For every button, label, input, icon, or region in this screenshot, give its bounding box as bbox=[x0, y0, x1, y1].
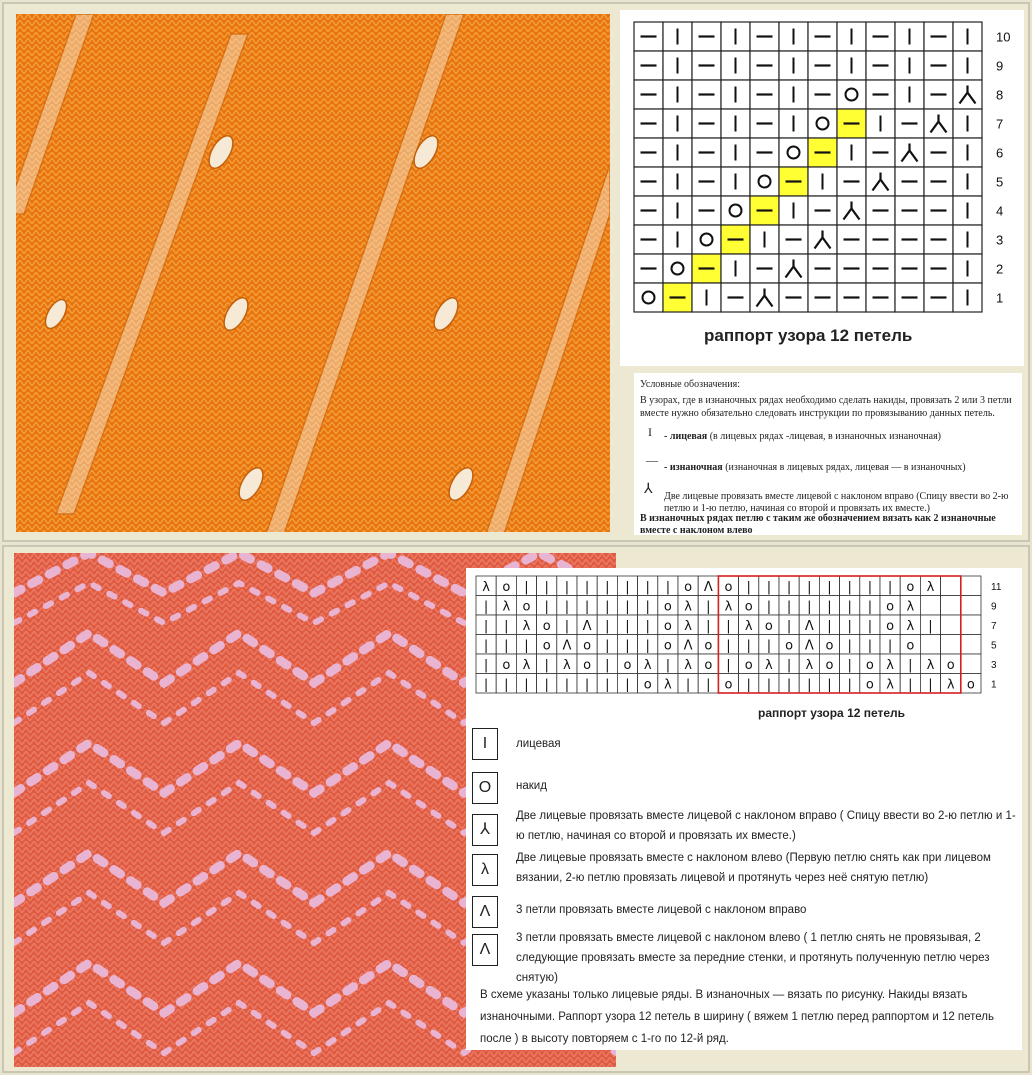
chart2-row-number: 7 bbox=[991, 620, 997, 632]
legend2-item-yo: накид bbox=[516, 780, 547, 792]
chart2-symbol: λ bbox=[502, 599, 511, 615]
chart2-symbol: | bbox=[908, 677, 913, 693]
chart2-symbol: λ bbox=[765, 657, 773, 673]
chart1-cell bbox=[808, 109, 837, 138]
chart2-symbol: λ bbox=[926, 657, 935, 673]
chart2-symbol: | bbox=[766, 638, 772, 654]
chart1-row-number: 10 bbox=[996, 29, 1011, 45]
chart2-symbol: o bbox=[865, 657, 874, 673]
chart2-symbol: o bbox=[522, 599, 531, 615]
chart2-symbol: | bbox=[726, 657, 731, 673]
chart1-row-number: 3 bbox=[996, 232, 1004, 248]
legend2-item-k3tog-left: 3 петли провязать вместе лицевой с наклоном влево ( 1 петлю снять не провязывая, 2 следующие провязать вместе за передние стенки, и протянуть полученную петлю через снятую) bbox=[516, 932, 990, 984]
chart2-symbol: | bbox=[685, 677, 691, 693]
chart1-cell bbox=[750, 283, 779, 312]
chart2-symbol: | bbox=[847, 579, 852, 595]
chart2-symbol: | bbox=[766, 579, 772, 595]
chart2-symbol: Λ bbox=[562, 638, 572, 654]
chart2-symbol: | bbox=[847, 618, 852, 634]
chart2-symbol: | bbox=[483, 638, 489, 654]
chart2-row-number: 1 bbox=[991, 679, 997, 691]
chart1-row-number: 4 bbox=[996, 203, 1004, 219]
chart2-symbol: | bbox=[746, 677, 751, 693]
chart2-symbol: | bbox=[807, 677, 812, 693]
chart2-cell bbox=[941, 576, 961, 596]
chart2-symbol: Λ bbox=[703, 579, 713, 595]
chart2-symbol: λ bbox=[906, 599, 915, 615]
chart2-row-number: 11 bbox=[991, 581, 1002, 593]
chart2-symbol: | bbox=[786, 618, 792, 634]
chart1-cell bbox=[634, 283, 663, 312]
chart2-symbol: λ bbox=[724, 599, 733, 615]
purl-symbol-icon: — bbox=[646, 453, 658, 467]
legend1-title: Условные обозначения: bbox=[640, 379, 741, 390]
chart2-symbol: | bbox=[483, 657, 489, 673]
chart2-symbol: | bbox=[504, 638, 509, 654]
chart2-symbol: | bbox=[706, 618, 711, 634]
chart2-symbol: o bbox=[704, 638, 713, 654]
chart2-symbol: λ bbox=[643, 657, 652, 673]
chart2-symbol: o bbox=[583, 657, 592, 673]
chart2-symbol: | bbox=[645, 638, 650, 654]
chart2-symbol: λ bbox=[482, 579, 490, 595]
chart2-caption: раппорт узора 12 петель bbox=[758, 706, 906, 720]
chart1-cell bbox=[866, 167, 895, 196]
chart2-symbol: | bbox=[827, 599, 832, 615]
k3tog-right-icon: Λ bbox=[472, 896, 498, 928]
chart2-cell bbox=[961, 576, 981, 596]
chart1-cell bbox=[779, 138, 808, 167]
chart1-container bbox=[620, 10, 1024, 366]
legend2-item-k2tog-right: Две лицевые провязать вместе лицевой с наклоном вправо ( Спицу ввести во 2-ю петлю и 1-ю петлю, начиная со второй и провязать их вместе.) bbox=[516, 810, 1016, 842]
chart2-cell bbox=[920, 635, 940, 655]
legend2-item-k2tog-left: Две лицевые провязать вместе с наклоном влево (Первую петлю снять как при лицевом вязании, 2-ю петлю провязать лицевой и протянуть через неё снятую петлю) bbox=[516, 852, 991, 884]
knit-symbol-icon: I bbox=[648, 425, 652, 439]
chart2-symbol: | bbox=[625, 579, 630, 595]
chart2-symbol: | bbox=[605, 599, 610, 615]
chart2-cell bbox=[961, 596, 981, 616]
chart2-symbol: | bbox=[827, 677, 832, 693]
chart2-symbol: | bbox=[928, 677, 933, 693]
legend1-intro: В узорах, где в изнаночных рядах необходимо сделать накиды, провязать 2 или 3 петли вместе нужно обязательно следовать инструкции по провязыванию данных петель. bbox=[640, 395, 1012, 419]
chart1-cell bbox=[924, 109, 953, 138]
chart2-symbol: | bbox=[564, 599, 570, 615]
chart2-symbol: | bbox=[645, 599, 650, 615]
chart2-symbol: | bbox=[807, 599, 812, 615]
chart2-symbol: | bbox=[786, 579, 792, 595]
chart2-symbol: | bbox=[706, 599, 711, 615]
chart2-symbol: Λ bbox=[683, 638, 693, 654]
chart1-cell bbox=[779, 254, 808, 283]
chart2-symbol: | bbox=[584, 579, 590, 595]
chart2-symbol: o bbox=[623, 657, 632, 673]
chart2-symbol: | bbox=[786, 599, 792, 615]
legend1-k2tog-desc: Две лицевые провязать вместе лицевой с наклоном вправо (Спицу ввести во 2-ю петлю и 1-ю петлю, начиная со второй и провязать их вместе.) bbox=[664, 491, 1009, 514]
chart2-symbol: | bbox=[786, 677, 792, 693]
chart2-symbol: | bbox=[524, 579, 529, 595]
legend1 bbox=[634, 373, 1022, 535]
chart2-symbol: | bbox=[645, 579, 650, 595]
chart2-symbol: o bbox=[724, 579, 733, 595]
chart2-symbol: λ bbox=[906, 618, 915, 634]
chart2-symbol: | bbox=[867, 599, 873, 615]
chart2-symbol: o bbox=[886, 618, 895, 634]
chart2-symbol: λ bbox=[664, 677, 672, 693]
chart2-symbol: | bbox=[827, 579, 832, 595]
chart2-symbol: | bbox=[564, 677, 570, 693]
knit-icon: I bbox=[472, 728, 498, 760]
legend1-purl-desc: (изнаночная в лицевых рядах, лицевая — в изнаночных) bbox=[722, 462, 966, 473]
chart2-symbol: o bbox=[684, 579, 693, 595]
orange-knit-texture bbox=[16, 14, 610, 532]
chart2-symbol: | bbox=[867, 618, 873, 634]
chart1-row-number: 7 bbox=[996, 116, 1004, 132]
chart2-symbol: | bbox=[625, 638, 630, 654]
legend1-note: В изнаночных рядах петлю с таким же обозначением вязать как 2 изнаночные вместе с наклоном влево bbox=[640, 513, 996, 536]
chart2-symbol: o bbox=[764, 618, 773, 634]
chart2-symbol: | bbox=[625, 618, 630, 634]
chart2-cell bbox=[941, 615, 961, 635]
chart2-symbol: | bbox=[908, 657, 913, 673]
chart2-symbol: | bbox=[544, 677, 549, 693]
chart2-symbol: λ bbox=[563, 657, 571, 673]
chart2-symbol: | bbox=[665, 657, 671, 673]
chart2-symbol: λ bbox=[946, 677, 955, 693]
chart2-symbol: | bbox=[928, 618, 933, 634]
chart2-symbol: Λ bbox=[804, 618, 814, 634]
chart2-symbol: o bbox=[825, 657, 834, 673]
chart2-symbol: | bbox=[847, 677, 852, 693]
chart1-cell bbox=[895, 138, 924, 167]
chart2-symbol: | bbox=[887, 638, 893, 654]
chart1-cell bbox=[953, 80, 982, 109]
chart2-symbol: | bbox=[766, 599, 772, 615]
chart2-symbol: λ bbox=[684, 657, 692, 673]
chart1-cell bbox=[721, 196, 750, 225]
knitting-chart-2 bbox=[466, 568, 1022, 728]
chart2-symbol: | bbox=[766, 677, 772, 693]
chart2-symbol: λ bbox=[522, 618, 531, 634]
chart2-symbol: o bbox=[502, 657, 511, 673]
legend1-knit-name: - лицевая bbox=[664, 431, 708, 442]
chart2-cell bbox=[941, 596, 961, 616]
chart2-symbol: o bbox=[643, 677, 652, 693]
chart2-symbol: o bbox=[825, 638, 834, 654]
chart2-symbol: | bbox=[726, 638, 731, 654]
chart2-cell bbox=[920, 596, 940, 616]
legend1-knit-desc: (в лицевых рядах -лицевая, в изнаночных изнаночная) bbox=[707, 431, 941, 442]
chart1-row-number: 9 bbox=[996, 58, 1004, 74]
chart1-row-number: 2 bbox=[996, 261, 1004, 277]
chart2-symbol: | bbox=[807, 579, 812, 595]
chart2-symbol: | bbox=[726, 618, 731, 634]
chart2-cell bbox=[961, 654, 981, 674]
chart1-cell bbox=[808, 225, 837, 254]
orange-lace-photo bbox=[16, 14, 610, 532]
chart2-symbol: o bbox=[663, 638, 672, 654]
chart2-symbol: λ bbox=[805, 657, 814, 673]
legend2-item-knit: лицевая bbox=[516, 738, 561, 750]
knitting-chart-1 bbox=[620, 10, 1024, 366]
chart2-symbol: | bbox=[746, 579, 751, 595]
chart2-symbol: | bbox=[827, 618, 832, 634]
chart2-cell bbox=[961, 635, 981, 655]
chart2-symbol: | bbox=[504, 618, 509, 634]
chart2-symbol: Λ bbox=[804, 638, 814, 654]
chart2-symbol: o bbox=[724, 677, 733, 693]
chart2-symbol: | bbox=[847, 599, 852, 615]
chart2-symbol: Λ bbox=[582, 618, 592, 634]
chart1-row-number: 8 bbox=[996, 87, 1004, 103]
chart2-row-number: 9 bbox=[991, 601, 997, 613]
chart2-symbol: | bbox=[564, 618, 570, 634]
chart2-symbol: λ bbox=[522, 657, 531, 673]
chart2-container bbox=[466, 568, 1022, 728]
legend2 bbox=[466, 728, 1022, 1050]
chart2-symbol: | bbox=[605, 657, 610, 673]
k3tog-left-icon: Λ bbox=[472, 934, 498, 966]
chart1-caption: раппорт узора 12 петель bbox=[704, 326, 913, 345]
chart2-symbol: o bbox=[502, 579, 511, 595]
chart2-symbol: | bbox=[524, 638, 529, 654]
legend2-note: В схеме указаны только лицевые ряды. В изнаночных — вязать по рисунку. Накиды вязать изнаночными. Раппорт узора 12 петель в ширину ( вяжем 1 петлю перед раппортом и 12 петель после ) в высоту повторяем с 1-го по 12-й ряд. bbox=[480, 989, 995, 1045]
chart2-cell bbox=[941, 635, 961, 655]
chart2-symbol: o bbox=[946, 657, 955, 673]
chart1-cell bbox=[663, 254, 692, 283]
chart2-symbol: o bbox=[583, 638, 592, 654]
chart2-row-number: 3 bbox=[991, 659, 997, 671]
chart2-symbol: | bbox=[483, 599, 489, 615]
chart2-symbol: | bbox=[584, 599, 590, 615]
k2tog-right-icon: ⅄ bbox=[472, 814, 498, 846]
chart2-symbol: | bbox=[786, 657, 792, 673]
chart2-symbol: | bbox=[847, 638, 852, 654]
chart2-symbol: | bbox=[605, 638, 610, 654]
chart2-symbol: | bbox=[625, 599, 630, 615]
chart2-symbol: | bbox=[483, 677, 489, 693]
chart2-symbol: | bbox=[625, 677, 630, 693]
chart2-symbol: o bbox=[704, 657, 713, 673]
chart2-symbol: λ bbox=[886, 677, 894, 693]
chart2-symbol: o bbox=[663, 618, 672, 634]
chart2-symbol: λ bbox=[744, 618, 753, 634]
chart1-cell bbox=[837, 80, 866, 109]
chart2-symbol: | bbox=[524, 677, 529, 693]
chart2-symbol: | bbox=[483, 618, 489, 634]
yarn-over-icon: O bbox=[472, 772, 498, 804]
legend2-item-k3tog-right: 3 петли провязать вместе лицевой с наклоном вправо bbox=[516, 904, 807, 916]
chart2-symbol: | bbox=[564, 579, 570, 595]
chart2-symbol: | bbox=[746, 638, 751, 654]
chart2-symbol: o bbox=[785, 638, 794, 654]
chart2-symbol: o bbox=[744, 599, 753, 615]
chart2-symbol: | bbox=[605, 677, 610, 693]
chart2-symbol: o bbox=[906, 638, 915, 654]
chart2-symbol: o bbox=[865, 677, 874, 693]
legend1-purl-name: - изнаночная bbox=[664, 462, 723, 473]
chart2-symbol: | bbox=[544, 657, 549, 673]
chart2-symbol: λ bbox=[684, 618, 692, 634]
chart2-symbol: | bbox=[665, 579, 671, 595]
chart2-symbol: λ bbox=[926, 579, 935, 595]
chart2-symbol: | bbox=[887, 579, 893, 595]
k2tog-symbol-icon: ⅄ bbox=[644, 482, 653, 497]
chart1-cell bbox=[750, 167, 779, 196]
chart2-symbol: | bbox=[504, 677, 509, 693]
chart2-symbol: o bbox=[542, 638, 551, 654]
chart2-row-number: 5 bbox=[991, 640, 997, 652]
chart2-symbol: | bbox=[645, 618, 650, 634]
chart2-symbol: | bbox=[867, 579, 873, 595]
chart2-symbol: | bbox=[605, 618, 610, 634]
chart2-symbol: | bbox=[584, 677, 590, 693]
chart2-symbol: o bbox=[744, 657, 753, 673]
chart2-symbol: | bbox=[544, 599, 549, 615]
k2tog-left-icon: λ bbox=[472, 854, 498, 886]
legend1-knit-line bbox=[664, 431, 941, 442]
chart1-row-number: 1 bbox=[996, 290, 1004, 306]
legend1-purl-line bbox=[664, 462, 966, 473]
chart1-cell bbox=[837, 196, 866, 225]
chart1-row-number: 5 bbox=[996, 174, 1004, 190]
chart2-cell bbox=[961, 615, 981, 635]
chart2-symbol: | bbox=[544, 579, 549, 595]
chart2-symbol: λ bbox=[684, 599, 692, 615]
chart2-symbol: | bbox=[867, 638, 873, 654]
chart2-symbol: λ bbox=[886, 657, 894, 673]
chart2-symbol: | bbox=[605, 579, 610, 595]
chart2-symbol: o bbox=[886, 599, 895, 615]
chart2-symbol: | bbox=[847, 657, 852, 673]
chart2-symbol: o bbox=[542, 618, 551, 634]
chart2-symbol: o bbox=[966, 677, 975, 693]
chart1-cell bbox=[692, 225, 721, 254]
chart1-row-number: 6 bbox=[996, 145, 1004, 161]
chart2-symbol: o bbox=[663, 599, 672, 615]
chart2-symbol: o bbox=[906, 579, 915, 595]
chart2-symbol: | bbox=[706, 677, 711, 693]
